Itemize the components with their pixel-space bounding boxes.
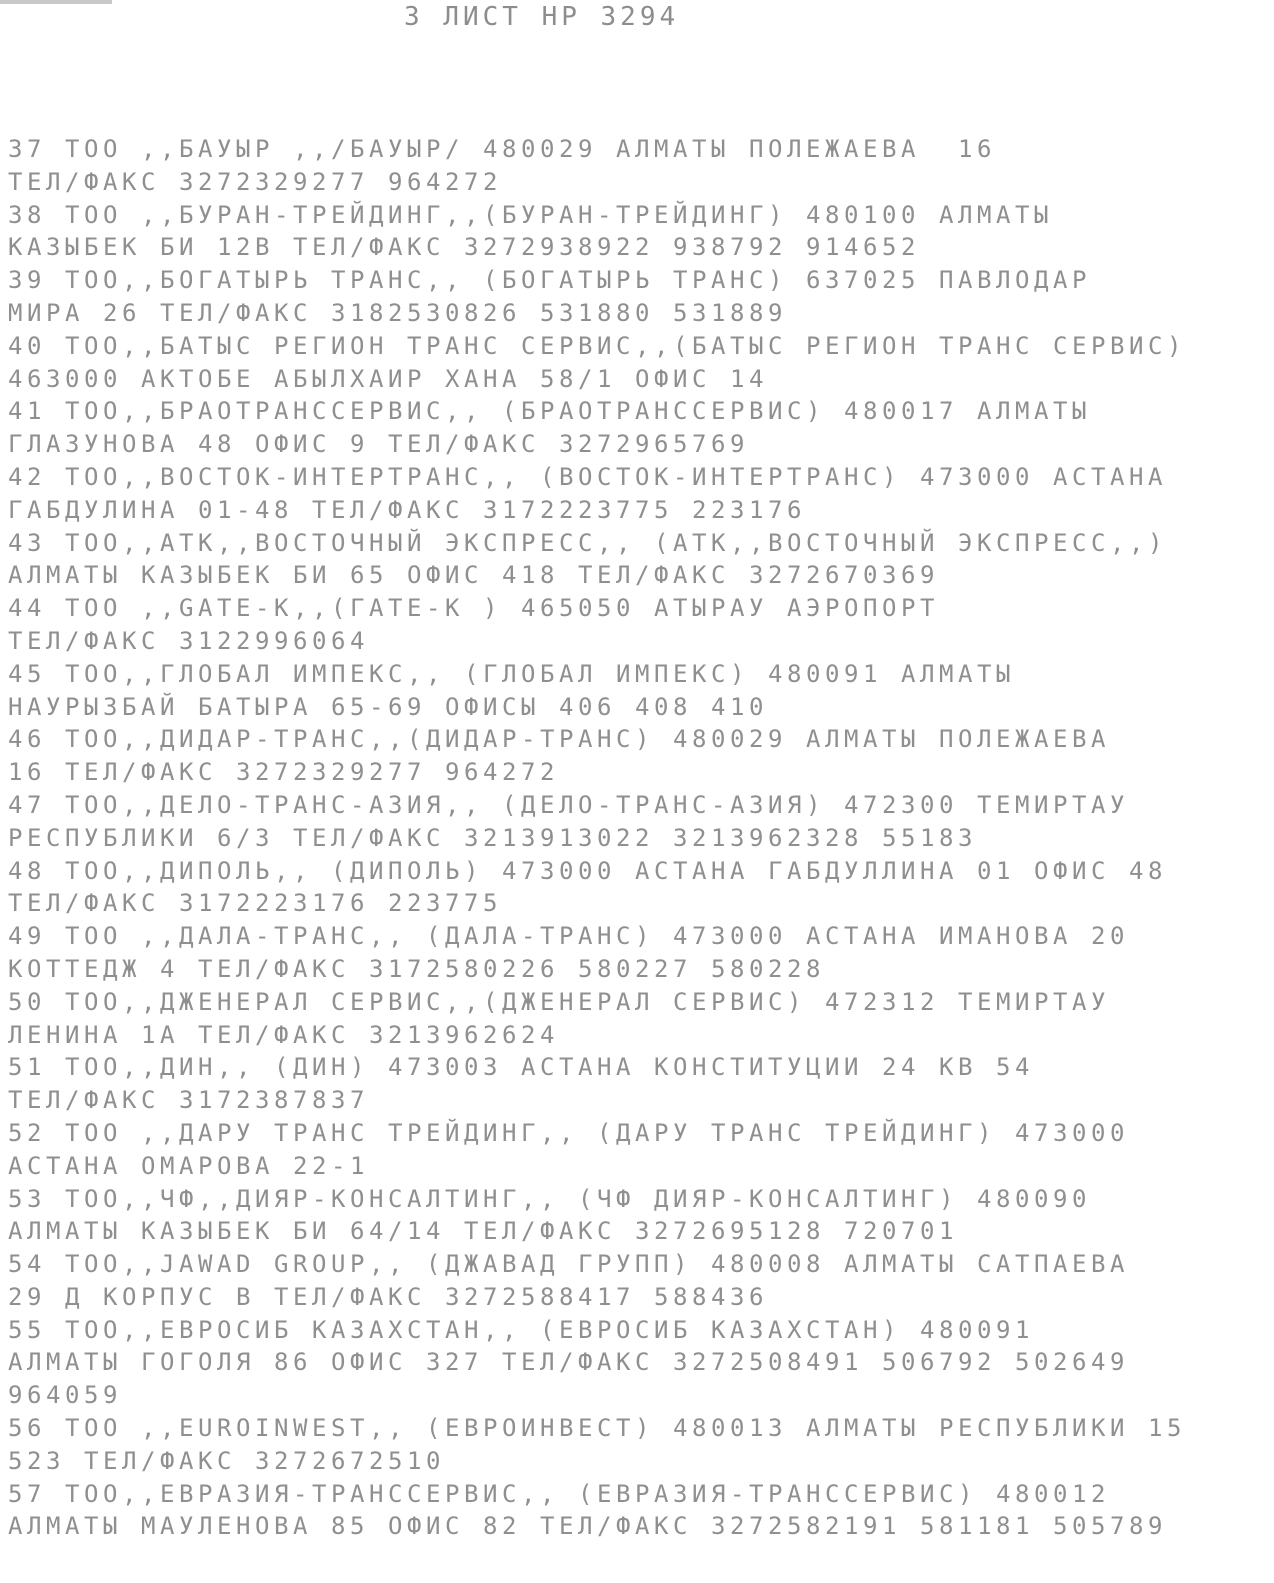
listing-line: РЕСПУБЛИКИ 6/3 ТЕЛ/ФАКС 3213913022 3213962328 55183 (8, 823, 977, 852)
listing-line: 16 ТЕЛ/ФАКС 3272329277 964272 (8, 758, 559, 787)
listing-line: КОТТЕДЖ 4 ТЕЛ/ФАКС 3172580226 580227 580228 (8, 954, 825, 983)
registry-listing (8, 133, 1268, 1543)
listing-line: 46 ТОО,,ДИДАР-ТРАНС,,(ДИДАР-ТРАНС) 480029 АЛМАТЫ ПОЛЕЖАЕВА (8, 725, 1110, 754)
listing-line: 57 ТОО,,ЕВРАЗИЯ-ТРАНССЕРВИС,, (ЕВРАЗИЯ-ТРАНССЕРВИС) 480012 (8, 1479, 1110, 1508)
listing-line: 29 Д КОРПУС В ТЕЛ/ФАКС 3272588417 588436 (8, 1282, 768, 1311)
listing-line: ТЕЛ/ФАКС 3172223176 223775 (8, 889, 502, 918)
listing-line: 40 ТОО,,БАТЫС РЕГИОН ТРАНС СЕРВИС,,(БАТЫС РЕГИОН ТРАНС СЕРВИС) (8, 331, 1186, 360)
listing-line: 56 ТОО ,,EUROINWEST,, (ЕВРОИНВЕСТ) 480013 АЛМАТЫ РЕСПУБЛИКИ 15 (8, 1414, 1186, 1443)
listing-line: АЛМАТЫ КАЗЫБЕК БИ 64/14 ТЕЛ/ФАКС 3272695128 720701 (8, 1217, 958, 1246)
listing-line: ТЕЛ/ФАКС 3122996064 (8, 626, 369, 655)
listing-line: НАУРЫЗБАЙ БАТЫРА 65-69 ОФИСЫ 406 408 410 (8, 692, 768, 721)
listing-line: АСТАНА ОМАРОВА 22-1 (8, 1151, 369, 1180)
listing-line: 45 ТОО,,ГЛОБАЛ ИМПЕКС,, (ГЛОБАЛ ИМПЕКС) 480091 АЛМАТЫ (8, 659, 1015, 688)
listing-line: 41 ТОО,,БРАОТРАНССЕРВИС,, (БРАОТРАНССЕРВИС) 480017 АЛМАТЫ (8, 397, 1091, 426)
listing-line: 50 ТОО,,ДЖЕНЕРАЛ СЕРВИС,,(ДЖЕНЕРАЛ СЕРВИС) 472312 ТЕМИРТАУ (8, 987, 1110, 1016)
listing-line: 523 ТЕЛ/ФАКС 3272672510 (8, 1446, 445, 1475)
listing-line: ГАБДУЛИНА 01-48 ТЕЛ/ФАКС 3172223775 223176 (8, 495, 806, 524)
listing-line: 37 ТОО ,,БАУЫР ,,/БАУЫР/ 480029 АЛМАТЫ ПОЛЕЖАЕВА 16 (8, 135, 996, 163)
listing-line: АЛМАТЫ МАУЛЕНОВА 85 ОФИС 82 ТЕЛ/ФАКС 3272582191 581181 505789 (8, 1512, 1167, 1541)
scan-corner-mark (0, 0, 112, 4)
listing-line: АЛМАТЫ ГОГОЛЯ 86 ОФИС 327 ТЕЛ/ФАКС 3272508491 506792 502649 (8, 1348, 1129, 1377)
listing-line: ТЕЛ/ФАКС 3272329277 964272 (8, 167, 502, 196)
listing-line: 49 ТОО ,,ДАЛА-ТРАНС,, (ДАЛА-ТРАНС) 473000 АСТАНА ИМАНОВА 20 (8, 922, 1129, 951)
listing-line: 53 ТОО,,ЧФ,,ДИЯР-КОНСАЛТИНГ,, (ЧФ ДИЯР-КОНСАЛТИНГ) 480090 (8, 1184, 1091, 1213)
listing-line: 463000 АКТОБЕ АБЫЛХАИР ХАНА 58/1 ОФИС 14 (8, 364, 768, 393)
listing-line: КАЗЫБЕК БИ 12В ТЕЛ/ФАКС 3272938922 938792 914652 (8, 233, 920, 262)
listing-line: 42 ТОО,,ВОСТОК-ИНТЕРТРАНС,, (ВОСТОК-ИНТЕРТРАНС) 473000 АСТАНА (8, 462, 1167, 491)
listing-line: ТЕЛ/ФАКС 3172387837 (8, 1086, 369, 1115)
listing-line: 43 ТОО,,АТК,,ВОСТОЧНЫЙ ЭКСПРЕСС,, (АТК,,ВОСТОЧНЫЙ ЭКСПРЕСС,,) (8, 528, 1167, 557)
listing-line: 55 ТОО,,ЕВРОСИБ КАЗАХСТАН,, (ЕВРОСИБ КАЗАХСТАН) 480091 (8, 1315, 1034, 1344)
listing-line: 54 ТОО,,JAWAD GROUP,, (ДЖАВАД ГРУПП) 480008 АЛМАТЫ САТПАЕВА (8, 1250, 1129, 1279)
listing-line: МИРА 26 ТЕЛ/ФАКС 3182530826 531880 531889 (8, 298, 787, 327)
listing-line: 52 ТОО ,,ДАРУ ТРАНС ТРЕЙДИНГ,, (ДАРУ ТРАНС ТРЕЙДИНГ) 473000 (8, 1118, 1129, 1147)
listing-line: 47 ТОО,,ДЕЛО-ТРАНС-АЗИЯ,, (ДЕЛО-ТРАНС-АЗИЯ) 472300 ТЕМИРТАУ (8, 790, 1129, 819)
listing-line: 38 ТОО ,,БУРАН-ТРЕЙДИНГ,,(БУРАН-ТРЕЙДИНГ) 480100 АЛМАТЫ (8, 200, 1053, 229)
listing-line: 964059 (8, 1381, 122, 1410)
listing-line: ГЛАЗУНОВА 48 ОФИС 9 ТЕЛ/ФАКС 3272965769 (8, 430, 749, 459)
listing-line: 44 ТОО ,,GATE-K,,(ГАТЕ-К ) 465050 АТЫРАУ АЭРОПОРТ (8, 594, 939, 623)
listing-line: 51 ТОО,,ДИН,, (ДИН) 473003 АСТАНА КОНСТИТУЦИИ 24 КВ 54 (8, 1053, 1034, 1082)
listing-line: АЛМАТЫ КАЗЫБЕК БИ 65 ОФИС 418 ТЕЛ/ФАКС 3272670369 (8, 561, 939, 590)
listing-line: 39 ТОО,,БОГАТЫРЬ ТРАНС,, (БОГАТЫРЬ ТРАНС) 637025 ПАВЛОДАР (8, 266, 1091, 295)
listing-line: ЛЕНИНА 1А ТЕЛ/ФАКС 3213962624 (8, 1020, 559, 1049)
sheet-header: 3 ЛИСТ НР 3294 (404, 2, 680, 32)
listing-line: 48 ТОО,,ДИПОЛЬ,, (ДИПОЛЬ) 473000 АСТАНА ГАБДУЛЛИНА 01 ОФИС 48 (8, 856, 1167, 885)
